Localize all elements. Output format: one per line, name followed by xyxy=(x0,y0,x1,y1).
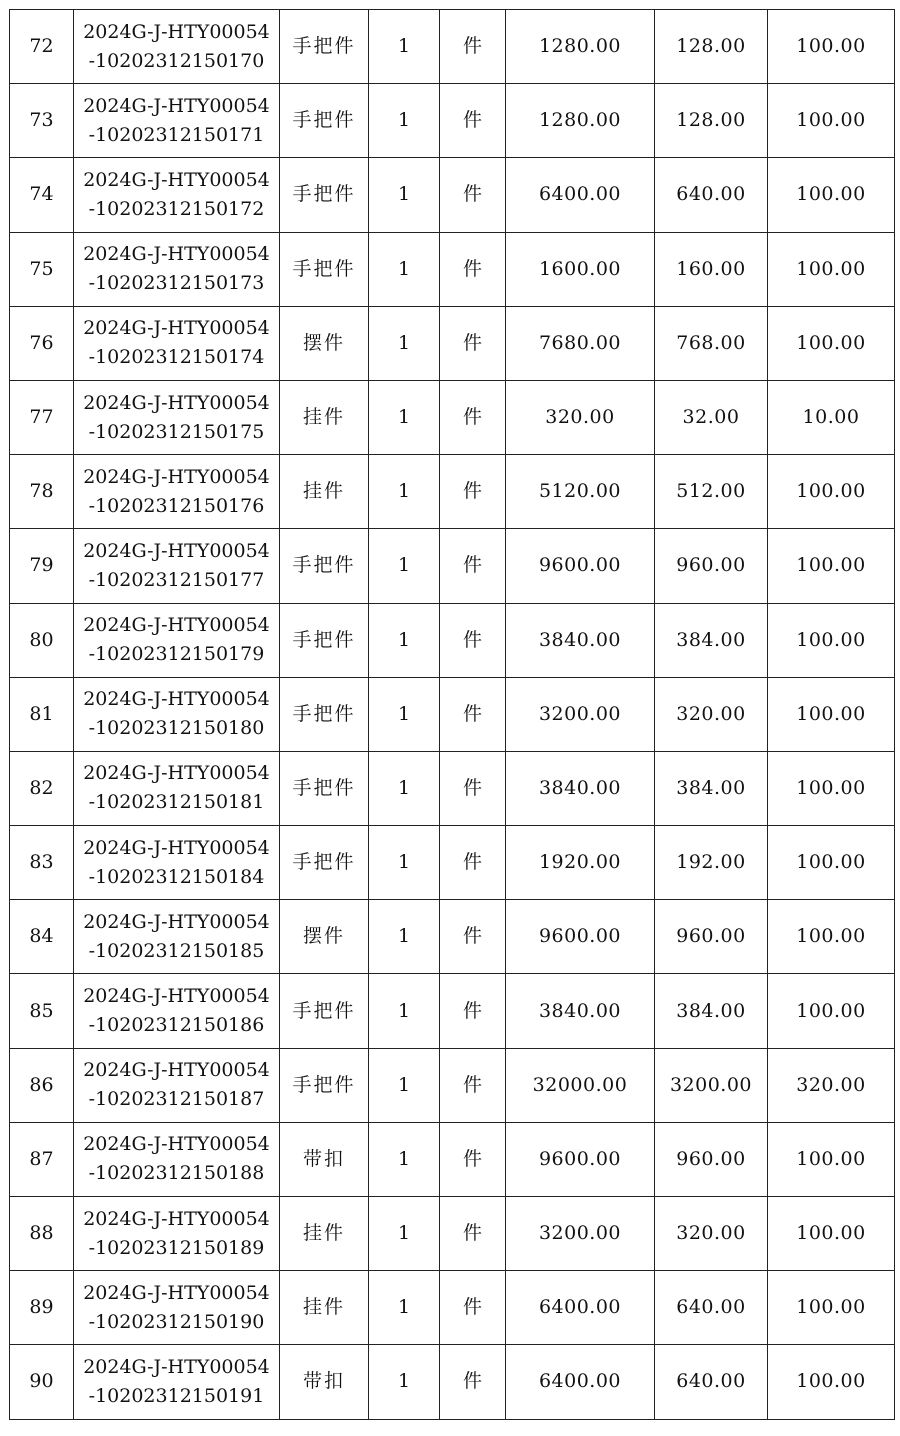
quantity: 1 xyxy=(369,826,440,900)
table-row xyxy=(10,1122,895,1196)
unit: 件 xyxy=(440,974,506,1048)
unit: 件 xyxy=(440,677,506,751)
lot-number-line2: -10202312150177 xyxy=(88,568,265,591)
lot-number-line1: 2024G-J-HTY00054 xyxy=(83,243,270,266)
item-name: 手把件 xyxy=(280,529,369,603)
lot-number-line2: -10202312150174 xyxy=(88,346,265,369)
value-column-8: 10.00 xyxy=(768,380,895,454)
table-row xyxy=(10,10,895,84)
table-row xyxy=(10,84,895,158)
lot-number xyxy=(74,677,280,751)
quantity: 1 xyxy=(369,1271,440,1345)
value-column-7: 512.00 xyxy=(655,455,768,529)
value-column-8: 100.00 xyxy=(768,158,895,232)
row-number: 76 xyxy=(10,306,74,380)
items-table xyxy=(9,9,895,1420)
lot-number-line2: -10202312150173 xyxy=(88,272,265,295)
lot-number-line1: 2024G-J-HTY00054 xyxy=(83,317,270,340)
lot-number xyxy=(74,1048,280,1122)
value-column-7: 384.00 xyxy=(655,751,768,825)
amount: 32000.00 xyxy=(506,1048,655,1122)
value-column-8: 100.00 xyxy=(768,84,895,158)
lot-number-line2: -10202312150186 xyxy=(88,1014,265,1037)
value-column-8: 100.00 xyxy=(768,455,895,529)
unit: 件 xyxy=(440,751,506,825)
amount: 6400.00 xyxy=(506,1345,655,1419)
lot-number-line1: 2024G-J-HTY00054 xyxy=(83,168,270,191)
item-name: 挂件 xyxy=(280,380,369,454)
quantity: 1 xyxy=(369,1122,440,1196)
unit: 件 xyxy=(440,455,506,529)
amount: 1280.00 xyxy=(506,84,655,158)
table-row xyxy=(10,974,895,1048)
table-body xyxy=(10,10,895,1420)
value-column-7: 640.00 xyxy=(655,158,768,232)
value-column-7: 960.00 xyxy=(655,529,768,603)
value-column-7: 320.00 xyxy=(655,677,768,751)
lot-number-line1: 2024G-J-HTY00054 xyxy=(83,1059,270,1082)
row-number: 77 xyxy=(10,380,74,454)
table-row xyxy=(10,306,895,380)
amount: 6400.00 xyxy=(506,158,655,232)
amount: 1280.00 xyxy=(506,10,655,84)
unit: 件 xyxy=(440,1345,506,1419)
value-column-7: 640.00 xyxy=(655,1345,768,1419)
lot-number xyxy=(74,84,280,158)
value-column-7: 640.00 xyxy=(655,1271,768,1345)
lot-number xyxy=(74,306,280,380)
lot-number-line1: 2024G-J-HTY00054 xyxy=(83,94,270,117)
lot-number-line2: -10202312150188 xyxy=(88,1162,265,1185)
lot-number-line2: -10202312150187 xyxy=(88,1088,265,1111)
amount: 3200.00 xyxy=(506,1197,655,1271)
lot-number xyxy=(74,974,280,1048)
row-number: 90 xyxy=(10,1345,74,1419)
item-name: 手把件 xyxy=(280,10,369,84)
value-column-7: 160.00 xyxy=(655,232,768,306)
row-number: 88 xyxy=(10,1197,74,1271)
quantity: 1 xyxy=(369,84,440,158)
lot-number-line2: -10202312150191 xyxy=(88,1384,265,1407)
table-row xyxy=(10,751,895,825)
unit: 件 xyxy=(440,1197,506,1271)
lot-number-line1: 2024G-J-HTY00054 xyxy=(83,762,270,785)
value-column-8: 100.00 xyxy=(768,1122,895,1196)
quantity: 1 xyxy=(369,751,440,825)
amount: 3840.00 xyxy=(506,974,655,1048)
row-number: 81 xyxy=(10,677,74,751)
lot-number xyxy=(74,1271,280,1345)
unit: 件 xyxy=(440,1122,506,1196)
table-row xyxy=(10,529,895,603)
lot-number xyxy=(74,380,280,454)
item-name: 手把件 xyxy=(280,1048,369,1122)
lot-number-line2: -10202312150180 xyxy=(88,717,265,740)
lot-number-line2: -10202312150172 xyxy=(88,197,265,220)
quantity: 1 xyxy=(369,455,440,529)
lot-number xyxy=(74,455,280,529)
amount: 1600.00 xyxy=(506,232,655,306)
unit: 件 xyxy=(440,306,506,380)
value-column-7: 960.00 xyxy=(655,900,768,974)
row-number: 79 xyxy=(10,529,74,603)
quantity: 1 xyxy=(369,603,440,677)
lot-number-line2: -10202312150176 xyxy=(88,494,265,517)
lot-number-line1: 2024G-J-HTY00054 xyxy=(83,1133,270,1156)
unit: 件 xyxy=(440,826,506,900)
lot-number-line2: -10202312150171 xyxy=(88,123,265,146)
item-name: 手把件 xyxy=(280,84,369,158)
item-name: 手把件 xyxy=(280,974,369,1048)
item-name: 带扣 xyxy=(280,1345,369,1419)
lot-number-line1: 2024G-J-HTY00054 xyxy=(83,539,270,562)
lot-number-line1: 2024G-J-HTY00054 xyxy=(83,614,270,637)
lot-number-line1: 2024G-J-HTY00054 xyxy=(83,1207,270,1230)
item-name: 手把件 xyxy=(280,158,369,232)
row-number: 73 xyxy=(10,84,74,158)
row-number: 84 xyxy=(10,900,74,974)
lot-number-line1: 2024G-J-HTY00054 xyxy=(83,1281,270,1304)
value-column-7: 128.00 xyxy=(655,84,768,158)
quantity: 1 xyxy=(369,1197,440,1271)
table-row xyxy=(10,826,895,900)
quantity: 1 xyxy=(369,974,440,1048)
row-number: 83 xyxy=(10,826,74,900)
lot-number-line2: -10202312150189 xyxy=(88,1236,265,1259)
amount: 5120.00 xyxy=(506,455,655,529)
row-number: 74 xyxy=(10,158,74,232)
table-row xyxy=(10,232,895,306)
lot-number xyxy=(74,158,280,232)
amount: 3200.00 xyxy=(506,677,655,751)
table-row xyxy=(10,603,895,677)
lot-number-line1: 2024G-J-HTY00054 xyxy=(83,465,270,488)
lot-number-line1: 2024G-J-HTY00054 xyxy=(83,20,270,43)
value-column-7: 320.00 xyxy=(655,1197,768,1271)
lot-number xyxy=(74,603,280,677)
lot-number-line2: -10202312150190 xyxy=(88,1310,265,1333)
unit: 件 xyxy=(440,158,506,232)
lot-number xyxy=(74,900,280,974)
lot-number-line1: 2024G-J-HTY00054 xyxy=(83,910,270,933)
quantity: 1 xyxy=(369,232,440,306)
item-name: 手把件 xyxy=(280,603,369,677)
value-column-8: 100.00 xyxy=(768,306,895,380)
value-column-7: 384.00 xyxy=(655,974,768,1048)
lot-number-line1: 2024G-J-HTY00054 xyxy=(83,688,270,711)
unit: 件 xyxy=(440,603,506,677)
amount: 9600.00 xyxy=(506,900,655,974)
lot-number xyxy=(74,826,280,900)
item-name: 挂件 xyxy=(280,1197,369,1271)
row-number: 82 xyxy=(10,751,74,825)
item-name: 手把件 xyxy=(280,232,369,306)
document-page xyxy=(9,9,895,1420)
quantity: 1 xyxy=(369,1048,440,1122)
lot-number-line2: -10202312150175 xyxy=(88,420,265,443)
unit: 件 xyxy=(440,84,506,158)
amount: 3840.00 xyxy=(506,603,655,677)
quantity: 1 xyxy=(369,380,440,454)
amount: 9600.00 xyxy=(506,529,655,603)
lot-number xyxy=(74,529,280,603)
row-number: 87 xyxy=(10,1122,74,1196)
lot-number-line1: 2024G-J-HTY00054 xyxy=(83,836,270,859)
lot-number xyxy=(74,1197,280,1271)
amount: 3840.00 xyxy=(506,751,655,825)
value-column-8: 320.00 xyxy=(768,1048,895,1122)
value-column-7: 960.00 xyxy=(655,1122,768,1196)
row-number: 89 xyxy=(10,1271,74,1345)
item-name: 手把件 xyxy=(280,677,369,751)
row-number: 86 xyxy=(10,1048,74,1122)
amount: 7680.00 xyxy=(506,306,655,380)
row-number: 75 xyxy=(10,232,74,306)
value-column-7: 32.00 xyxy=(655,380,768,454)
quantity: 1 xyxy=(369,529,440,603)
lot-number xyxy=(74,1345,280,1419)
amount: 320.00 xyxy=(506,380,655,454)
unit: 件 xyxy=(440,1271,506,1345)
table-row xyxy=(10,1271,895,1345)
table-row xyxy=(10,677,895,751)
table-row xyxy=(10,1197,895,1271)
value-column-8: 100.00 xyxy=(768,751,895,825)
table-row xyxy=(10,900,895,974)
item-name: 手把件 xyxy=(280,751,369,825)
value-column-8: 100.00 xyxy=(768,677,895,751)
quantity: 1 xyxy=(369,10,440,84)
value-column-8: 100.00 xyxy=(768,10,895,84)
unit: 件 xyxy=(440,900,506,974)
lot-number-line2: -10202312150184 xyxy=(88,865,265,888)
value-column-8: 100.00 xyxy=(768,529,895,603)
table-row xyxy=(10,1345,895,1419)
amount: 1920.00 xyxy=(506,826,655,900)
row-number: 80 xyxy=(10,603,74,677)
quantity: 1 xyxy=(369,158,440,232)
quantity: 1 xyxy=(369,677,440,751)
value-column-8: 100.00 xyxy=(768,1197,895,1271)
value-column-8: 100.00 xyxy=(768,826,895,900)
amount: 6400.00 xyxy=(506,1271,655,1345)
unit: 件 xyxy=(440,232,506,306)
item-name: 手把件 xyxy=(280,826,369,900)
value-column-7: 192.00 xyxy=(655,826,768,900)
item-name: 摆件 xyxy=(280,306,369,380)
value-column-8: 100.00 xyxy=(768,1345,895,1419)
value-column-7: 128.00 xyxy=(655,10,768,84)
lot-number-line2: -10202312150179 xyxy=(88,643,265,666)
lot-number-line1: 2024G-J-HTY00054 xyxy=(83,1355,270,1378)
item-name: 挂件 xyxy=(280,455,369,529)
unit: 件 xyxy=(440,380,506,454)
lot-number-line2: -10202312150185 xyxy=(88,939,265,962)
value-column-8: 100.00 xyxy=(768,900,895,974)
table-row xyxy=(10,380,895,454)
amount: 9600.00 xyxy=(506,1122,655,1196)
quantity: 1 xyxy=(369,900,440,974)
lot-number-line1: 2024G-J-HTY00054 xyxy=(83,391,270,414)
quantity: 1 xyxy=(369,1345,440,1419)
table-row xyxy=(10,1048,895,1122)
lot-number-line2: -10202312150170 xyxy=(88,49,265,72)
unit: 件 xyxy=(440,10,506,84)
row-number: 72 xyxy=(10,10,74,84)
lot-number xyxy=(74,10,280,84)
table-row xyxy=(10,455,895,529)
lot-number-line1: 2024G-J-HTY00054 xyxy=(83,985,270,1008)
quantity: 1 xyxy=(369,306,440,380)
lot-number xyxy=(74,751,280,825)
row-number: 85 xyxy=(10,974,74,1048)
value-column-7: 768.00 xyxy=(655,306,768,380)
lot-number-line2: -10202312150181 xyxy=(88,791,265,814)
unit: 件 xyxy=(440,529,506,603)
item-name: 摆件 xyxy=(280,900,369,974)
value-column-8: 100.00 xyxy=(768,603,895,677)
lot-number xyxy=(74,232,280,306)
lot-number xyxy=(74,1122,280,1196)
item-name: 挂件 xyxy=(280,1271,369,1345)
table-row xyxy=(10,158,895,232)
unit: 件 xyxy=(440,1048,506,1122)
value-column-7: 3200.00 xyxy=(655,1048,768,1122)
value-column-8: 100.00 xyxy=(768,232,895,306)
value-column-8: 100.00 xyxy=(768,1271,895,1345)
value-column-7: 384.00 xyxy=(655,603,768,677)
value-column-8: 100.00 xyxy=(768,974,895,1048)
item-name: 带扣 xyxy=(280,1122,369,1196)
row-number: 78 xyxy=(10,455,74,529)
